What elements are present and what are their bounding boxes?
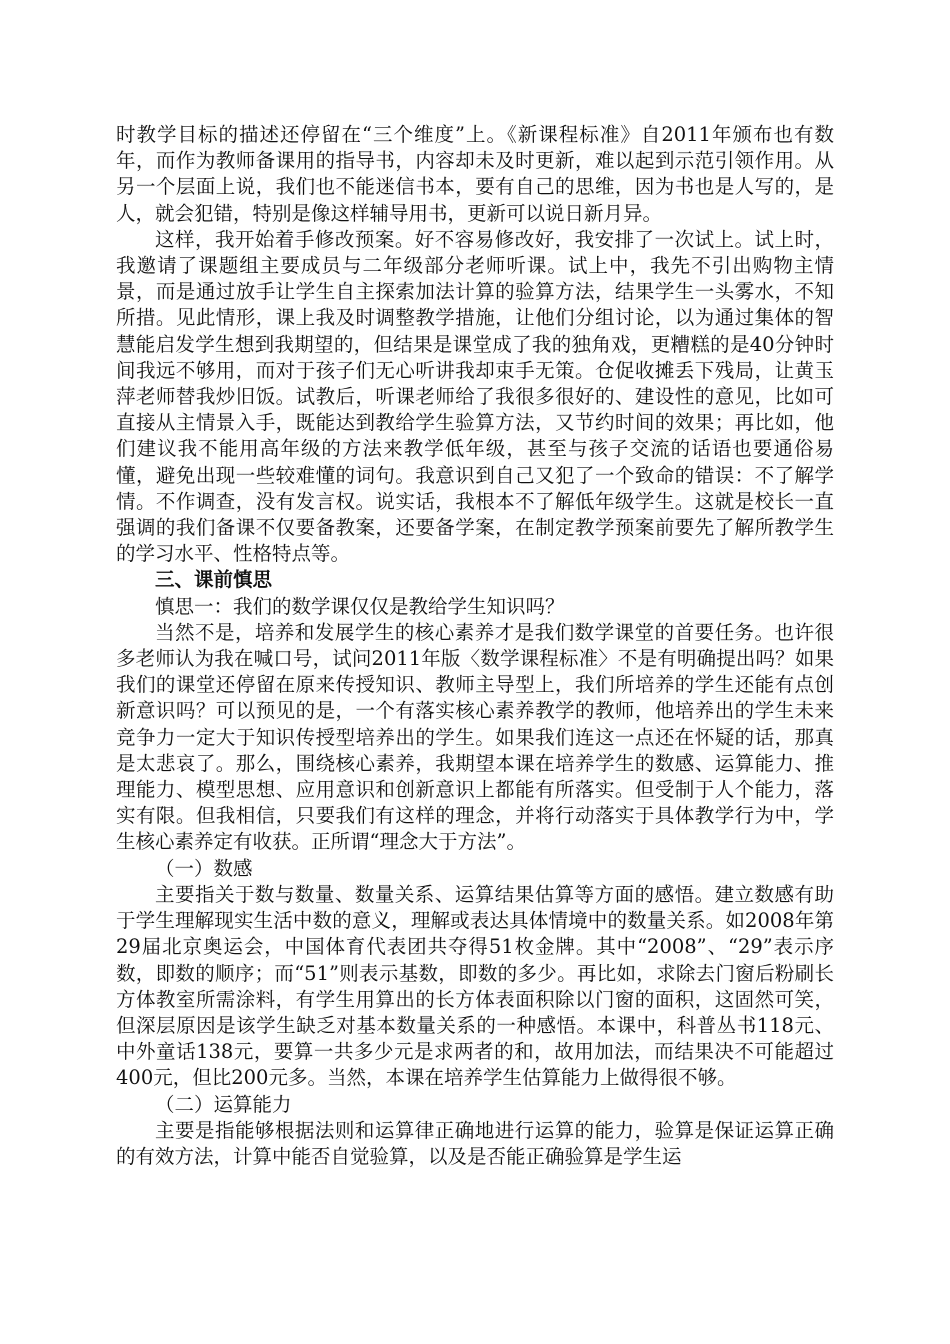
subheading-number-sense: （一）数感 xyxy=(155,856,253,880)
document-page xyxy=(116,122,834,1170)
section-heading-pre-class-reflection: 三、课前慎思 xyxy=(155,568,273,592)
paragraph-number-sense: 主要指关于数与数量、数量关系、运算结果估算等方面的感悟。建立数感有助于学生理解现实生活中数的意义，理解或表达具体情境中的数量关系。如2008年第29届北京奥运会，中国体育代表团共夺得51枚金牌。其中“2008”、“29”表示序数，即数的顺序；而“51”则表示基数，即数的多少。再比如，求除去门窗后粉刷长方体教室所需涂料，有学生用算出的长方体表面积除以门窗的面积，这固然可笑，但深层原因是该学生缺乏对基本数量关系的一种感悟。本课中，科普丛书118元、中外童话138元，要算一共多少元是求两者的和，故用加法，而结果决不可能超过400元，但比200元多。当然，本课在培养学生估算能力上做得很不够。 xyxy=(116,882,834,1090)
subheading-computation-ability: （二）运算能力 xyxy=(155,1092,292,1116)
paragraph-course-standard: 时教学目标的描述还停留在“三个维度”上。《新课程标准》自2011年颁布也有数年，而作为教师备课用的指导书，内容却未及时更新，难以起到示范引领作用。从另一个层面上说，我们也不能迷信书本，要有自己的思维，因为书也是人写的，是人，就会犯错，特别是像这样辅导用书，更新可以说日新月异。 xyxy=(116,123,834,225)
paragraph-trial-lesson: 这样，我开始着手修改预案。好不容易修改好，我安排了一次试上。试上时，我邀请了课题组主要成员与二年级部分老师听课。试上中，我先不引出购物主情景，而是通过放手让学生自主探索加法计算的验算方法，结果学生一头雾水，不知所措。见此情形，课上我及时调整教学措施，让他们分组讨论，以为通过集体的智慧能启发学生想到我期望的，但结果是课堂成了我的独角戏，更糟糕的是40分钟时间我远不够用，而对于孩子们无心听讲我却束手无策。仓促收摊丢下残局，让黄玉萍老师替我炒旧饭。试教后，听课老师给了我很多很好的、建设性的意见，比如可直接从主情景入手，既能达到教给学生验算方法，又节约时间的效果；再比如，他们建议我不能用高年级的方法来教学低年级，甚至与孩子交流的话语也要通俗易懂，避免出现一些较难懂的词句。我意识到自己又犯了一个致命的错误：不了解学情。不作调查，没有发言权。说实话，我根本不了解低年级学生。这就是校长一直强调的我们备课不仅要备教案，还要备学案，在制定教学预案前要先了解所教学生的学习水平、性格特点等。 xyxy=(116,227,834,566)
reflection-question-one: 慎思一：我们的数学课仅仅是教给学生知识吗？ xyxy=(155,594,565,618)
paragraph-core-literacy: 当然不是，培养和发展学生的核心素养才是我们数学课堂的首要任务。也许很多老师认为我在喊口号，试问2011年版〈数学课程标准〉不是有明确提出吗？如果我们的课堂还停留在原来传授知识、教师主导型上，我们所培养的学生还能有点创新意识吗？可以预见的是，一个有落实核心素养教学的教师，他培养出的学生未来竞争力一定大于知识传授型培养出的学生。如果我们连这一点还在怀疑的话，那真是太悲哀了。那么，围绕核心素养，我期望本课在培养学生的数感、运算能力、推理能力、模型思想、应用意识和创新意识上都能有所落实。但受制于人个能力，落实有限。但我相信，只要我们有这样的理念，并将行动落实于具体教学行为中，学生核心素养定有收获。正所谓“理念大于方法”。 xyxy=(116,620,834,854)
paragraph-computation-ability: 主要是指能够根据法则和运算律正确地进行运算的能力，验算是保证运算正确的有效方法，计算中能否自觉验算，以及是否能正确验算是学生运 xyxy=(116,1118,834,1168)
